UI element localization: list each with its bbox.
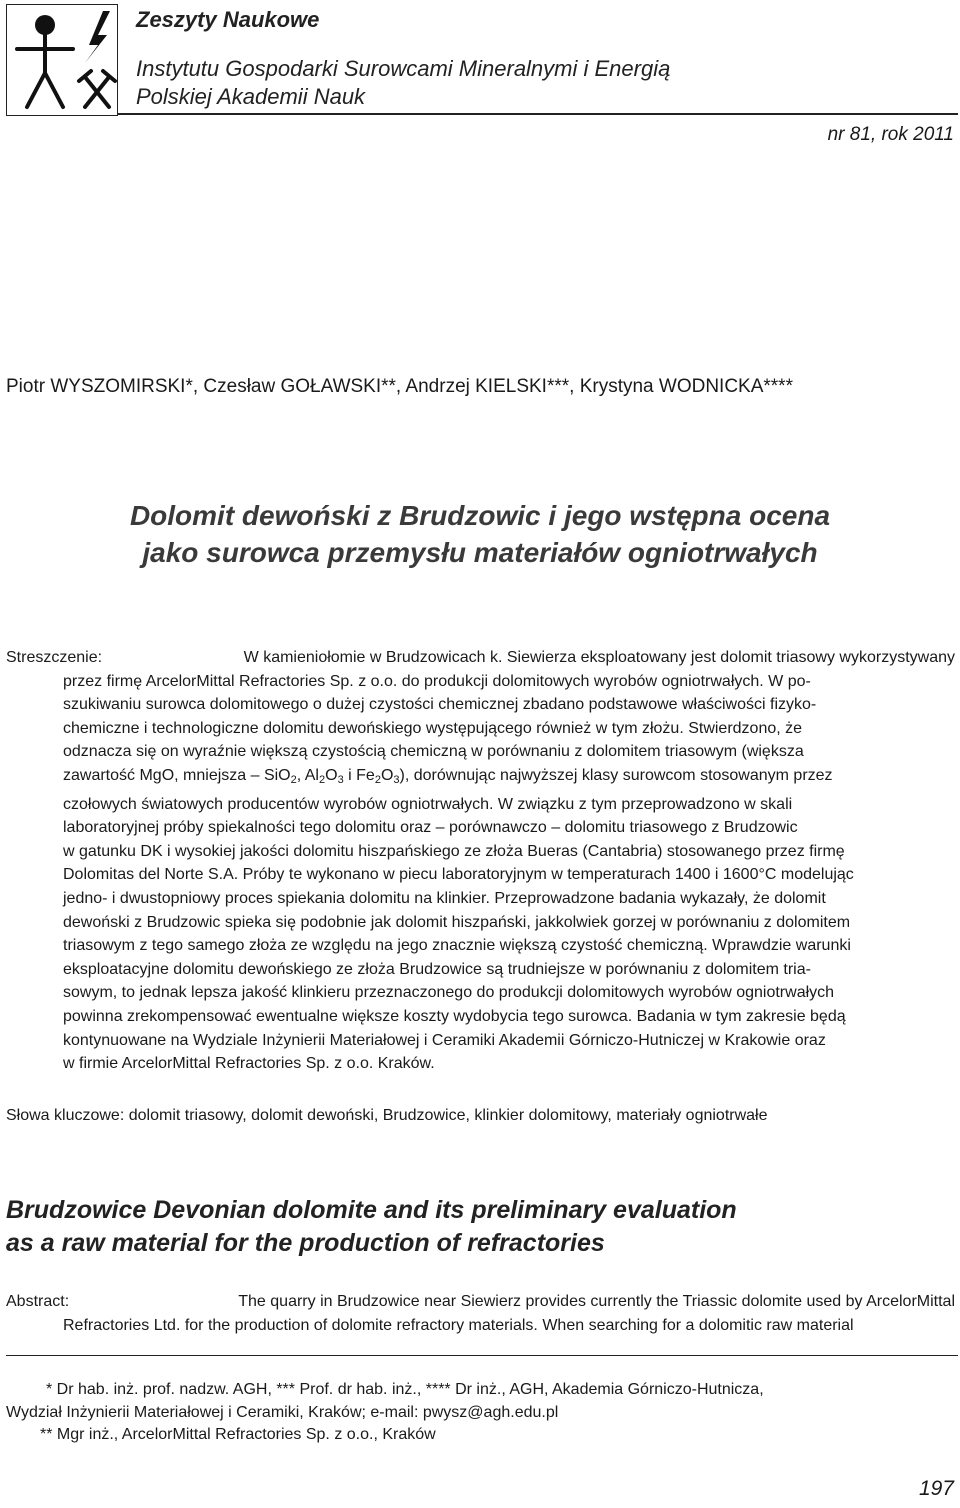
abstract-pl-line: kontynuowane na Wydziale Inżynierii Materiałowej i Ceramiki Akademii Górniczo-Hutniczej w Krakowie oraz <box>63 1031 826 1049</box>
abstract-pl-line: sowym, to jednak lepsza jakość klinkieru przeznaczonego do produkcji dolomitowych wyrobów ogniotrwałych <box>63 984 835 1002</box>
abstract-en <box>6 1290 955 1337</box>
title-pl-line2: jako surowca przemysłu materiałów ogniotrwałych <box>142 537 818 568</box>
header-divider <box>118 113 958 115</box>
abstract-en-line <box>6 1290 955 1314</box>
authors-line: Piotr WYSZOMIRSKI*, Czesław GOŁAWSKI**, Andrzej KIELSKI***, Krystyna WODNICKA**** <box>6 376 793 397</box>
abstract-pl-label: Streszczenie: <box>6 649 103 666</box>
human-figure-icon <box>17 15 73 107</box>
title-en-line1: Brudzowice Devonian dolomite and its preliminary evaluation <box>6 1196 737 1224</box>
keywords-label: Słowa kluczowe: <box>6 1107 125 1124</box>
keywords-text: dolomit triasowy, dolomit dewoński, Brudzowice, klinkier dolomitowy, materiały ogniotrwałe <box>128 1107 768 1124</box>
footnote-line3: ** Mgr inż., ArcelorMittal Refractories Sp. z o.o., Kraków <box>40 1426 436 1443</box>
abstract-pl-text: W kamieniołomie w Brudzowicach k. Siewierza eksploatowany jest dolomit triasowy wykorzystywany <box>243 649 955 666</box>
footnote-line1: * Dr hab. inż. prof. nadzw. AGH, *** Prof. dr hab. inż., **** Dr inż., AGH, Akademia Górniczo-Hutnicza, <box>46 1381 764 1398</box>
abstract-en-text: The quarry in Brudzowice near Siewierz provides currently the Triassic dolomite used by ArcelorMittal <box>238 1293 955 1310</box>
issue-number: nr 81, rok 2011 <box>827 124 954 145</box>
journal-title: Zeszyty Naukowe <box>136 7 320 32</box>
page-number: 197 <box>918 1477 954 1500</box>
institute-name-line2: Polskiej Akademii Nauk <box>136 84 366 109</box>
abstract-pl-line: czołowych światowych producentów wyrobów ogniotrwałych. W związku z tym przeprowadzono w skali <box>63 795 793 813</box>
abstract-pl-line: laboratoryjnej próby spiekalności tego dolomitu oraz – porównawczo – dolomitu triasowego z Brudzowic <box>63 819 798 837</box>
abstract-pl-line: triasowym z tego samego złoża ze względu na jego znacznie większą czystość chemiczną. Wprawdzie warunki <box>63 937 851 955</box>
abstract-pl-line: Dolomitas del Norte S.A. Próby te wykonano w piecu laboratoryjnym w temperaturach 1400 i 1600°C modelując <box>63 866 854 884</box>
abstract-en-line: Refractories Ltd. for the production of dolomite refractory materials. When searching for a dolomitic raw material <box>63 1316 854 1334</box>
abstract-pl <box>6 646 955 1076</box>
formula-text: zawartość MgO, mniejsza – SiO$_2$, $Al_2O_3$ i $Fe_2O_3$), dorównując najwyższej klasy surowcom stosowanym przez <box>63 766 833 786</box>
abstract-pl-line: w gatunku DK i wysokiej jakości dolomitu hiszpańskiego ze złoża Bueras (Cantabria) stosowanego przez firmę <box>63 842 845 860</box>
crossed-hammers-icon <box>79 71 115 107</box>
footnote-line2: Wydział Inżynierii Materiałowej i Ceramiki, Kraków; e-mail: pwysz@agh.edu.pl <box>6 1404 559 1421</box>
keywords-pl <box>6 1107 768 1125</box>
abstract-pl-line: chemiczne i technologiczne dolomitu dewońskiego występującego również w tym złożu. Stwierdzono, że <box>63 719 803 737</box>
abstract-pl-line: przez firmę ArcelorMittal Refractories Sp. z o.o. do produkcji dolomitowych wyrobów ogniotrwałych. W po- <box>63 672 811 690</box>
abstract-pl-line: odznacza się on wyraźnie większą czystością chemiczną w porównaniu z dolomitem triasowym (większa <box>63 743 804 761</box>
lightning-bolt-icon <box>85 11 110 63</box>
abstract-pl-line: eksploatacyjne dolomitu dewońskiego ze złoża Brudzowice są trudniejsze w porównaniu z dolomitem tria- <box>63 960 811 978</box>
abstract-en-label: Abstract: <box>6 1293 70 1310</box>
title-pl-line1: Dolomit dewoński z Brudzowic i jego wstępna ocena <box>129 500 831 531</box>
abstract-pl-line: powinna zrekompensować ewentualne większe koszty wydobycia tego surowca. Badania w tym zakresie będą <box>63 1007 846 1025</box>
abstract-pl-line: w firmie ArcelorMittal Refractories Sp. z o.o. Kraków. <box>63 1055 435 1073</box>
journal-logo <box>6 4 118 116</box>
institute-name-line1: Instytutu Gospodarki Surowcami Mineralnymi i Energią <box>136 56 671 81</box>
abstract-pl-line: szukiwaniu surowca dolomitowego o dużej czystości chemicznej zbadano podstawowe właściwości fizyko- <box>63 696 817 714</box>
footnote-divider <box>6 1355 958 1356</box>
abstract-pl-line: dewoński z Brudzowic spieka się podobnie jak dolomit hiszpański, jakkolwiek gorzej w porównaniu z dolomitem <box>63 913 851 931</box>
abstract-pl-line: jedno- i dwustopniowy proces spiekania dolomitu na klinkier. Przeprowadzone badania wykazały, że dolomit <box>63 889 826 907</box>
abstract-pl-line <box>6 646 955 670</box>
abstract-pl-formula-line <box>6 764 955 793</box>
title-en-line2: as a raw material for the production of refractories <box>6 1229 605 1257</box>
